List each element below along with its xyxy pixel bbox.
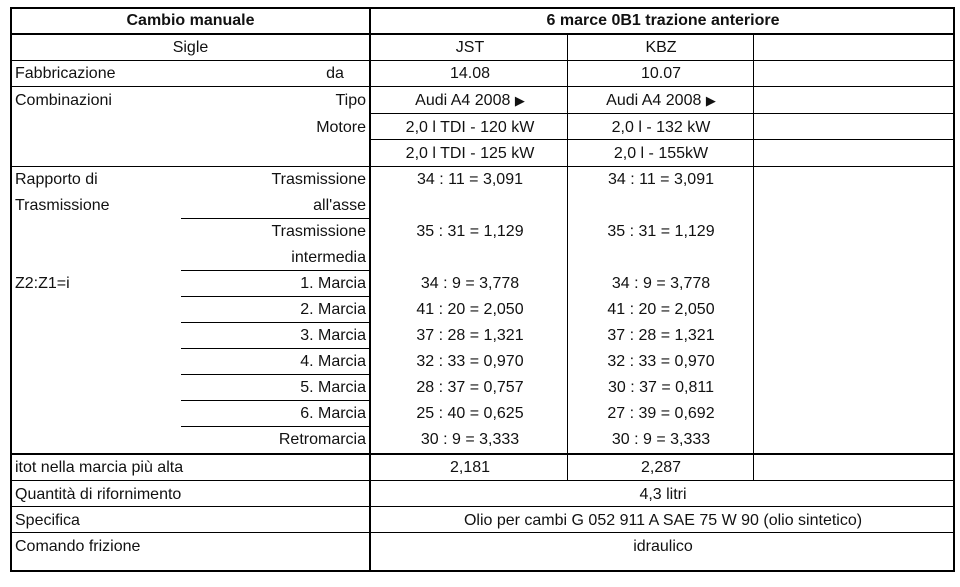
gear-label: 2. Marcia bbox=[300, 301, 366, 318]
motore1-kbz: 2,0 l - 132 kW bbox=[611, 119, 711, 136]
gear-label: 6. Marcia bbox=[300, 405, 366, 422]
grid-line-v bbox=[753, 33, 754, 480]
itot-jst: 2,181 bbox=[449, 459, 491, 476]
gear-label: 5. Marcia bbox=[300, 379, 366, 396]
tipo-kbz: Audi A4 2008 ▶ bbox=[606, 92, 716, 109]
gear-kbz: 32 : 33 = 0,970 bbox=[607, 353, 715, 370]
gear-jst: 30 : 9 = 3,333 bbox=[420, 431, 520, 448]
gear-kbz: 34 : 9 = 3,778 bbox=[611, 275, 711, 292]
asse-label-2: all'asse bbox=[313, 197, 366, 214]
fabbricazione-label: Fabbricazione bbox=[15, 65, 116, 82]
sigle-kbz: KBZ bbox=[645, 39, 677, 56]
tipo-jst: Audi A4 2008 ▶ bbox=[415, 92, 525, 109]
asse-jst: 34 : 11 = 3,091 bbox=[416, 171, 523, 188]
fabbricazione-sub: da bbox=[326, 65, 344, 82]
gear-label: 1. Marcia bbox=[300, 275, 366, 292]
gear-kbz: 41 : 20 = 2,050 bbox=[607, 301, 715, 318]
gear-label: 4. Marcia bbox=[300, 353, 366, 370]
rapporto-label-1: Rapporto di bbox=[15, 171, 98, 188]
play-arrow-icon: ▶ bbox=[514, 93, 525, 108]
fabbricazione-kbz: 10.07 bbox=[640, 65, 682, 82]
gear-jst: 28 : 37 = 0,757 bbox=[416, 379, 524, 396]
inter-kbz: 35 : 31 = 1,129 bbox=[607, 223, 715, 240]
play-arrow-icon: ▶ bbox=[705, 93, 716, 108]
tipo-label: Tipo bbox=[335, 92, 366, 109]
gear-jst: 37 : 28 = 1,321 bbox=[416, 327, 524, 344]
gear-label: 3. Marcia bbox=[300, 327, 366, 344]
gear-jst: 32 : 33 = 0,970 bbox=[416, 353, 524, 370]
gear-kbz: 30 : 37 = 0,811 bbox=[607, 379, 714, 396]
header-left: Cambio manuale bbox=[126, 12, 255, 29]
motore-label: Motore bbox=[316, 119, 366, 136]
asse-kbz: 34 : 11 = 3,091 bbox=[607, 171, 714, 188]
gear-jst: 25 : 40 = 0,625 bbox=[416, 405, 524, 422]
combinazioni-label: Combinazioni bbox=[15, 92, 112, 109]
gear-jst: 34 : 9 = 3,778 bbox=[420, 275, 520, 292]
motore2-kbz: 2,0 l - 155kW bbox=[613, 145, 709, 162]
frizione-value: idraulico bbox=[633, 538, 693, 555]
specifica-value: Olio per cambi G 052 911 A SAE 75 W 90 (olio sintetico) bbox=[463, 512, 863, 529]
inter-jst: 35 : 31 = 1,129 bbox=[416, 223, 524, 240]
header-right: 6 marce 0B1 trazione anteriore bbox=[546, 12, 780, 29]
frizione-label: Comando frizione bbox=[15, 538, 141, 555]
gear-kbz: 27 : 39 = 0,692 bbox=[607, 405, 715, 422]
gear-kbz: 30 : 9 = 3,333 bbox=[611, 431, 711, 448]
sigle-jst: JST bbox=[455, 39, 485, 56]
itot-kbz: 2,287 bbox=[640, 459, 682, 476]
asse-label-1: Trasmissione bbox=[271, 171, 366, 188]
sigle-label: Sigle bbox=[172, 39, 209, 56]
inter-label-2: intermedia bbox=[291, 249, 366, 266]
rapporto-formula: Z2:Z1=i bbox=[15, 275, 70, 292]
itot-label: itot nella marcia più alta bbox=[15, 459, 184, 476]
gear-kbz: 37 : 28 = 1,321 bbox=[607, 327, 715, 344]
gear-jst: 41 : 20 = 2,050 bbox=[416, 301, 524, 318]
quantita-label: Quantità di rifornimento bbox=[15, 486, 182, 503]
rapporto-label-2: Trasmissione bbox=[15, 197, 110, 214]
gear-label: Retromarcia bbox=[278, 431, 366, 448]
inter-label-1: Trasmissione bbox=[271, 223, 366, 240]
motore2-jst: 2,0 l TDI - 125 kW bbox=[405, 145, 535, 162]
quantita-value: 4,3 litri bbox=[639, 486, 687, 503]
specifica-label: Specifica bbox=[15, 512, 80, 529]
motore1-jst: 2,0 l TDI - 120 kW bbox=[405, 119, 535, 136]
fabbricazione-jst: 14.08 bbox=[449, 65, 491, 82]
